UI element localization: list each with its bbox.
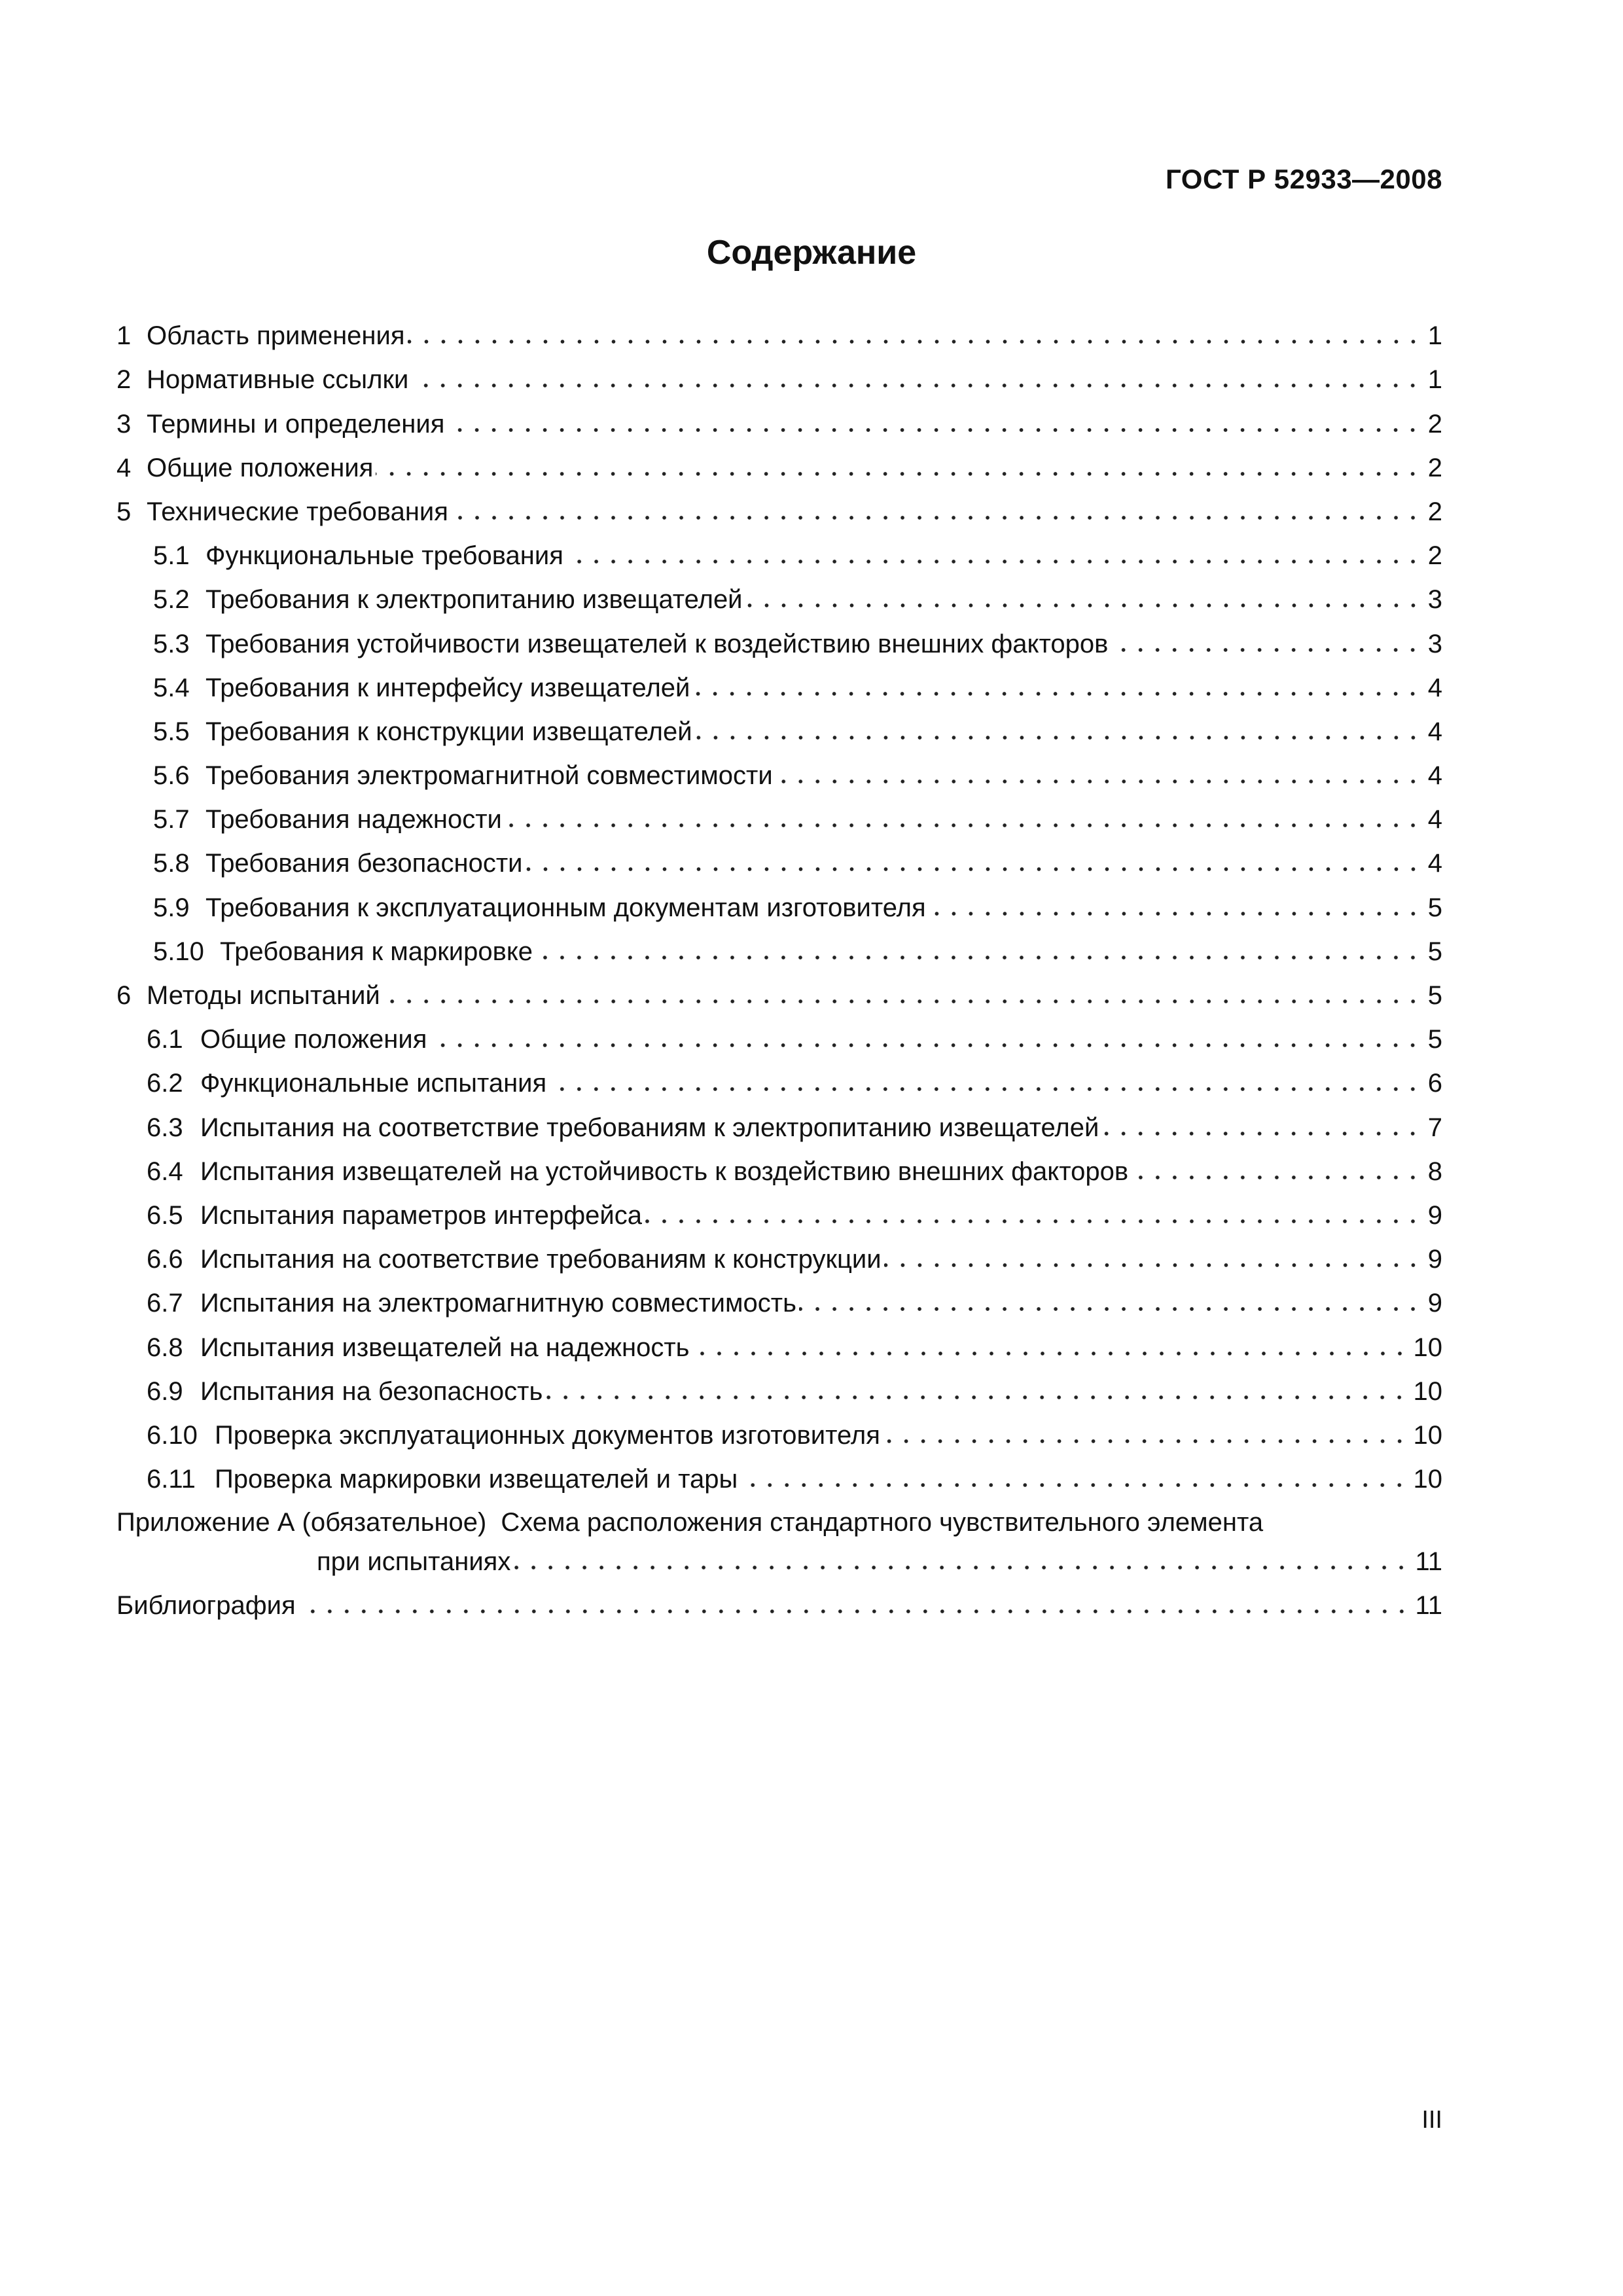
toc-page-number: 1 xyxy=(1427,321,1442,351)
toc-page-number: 10 xyxy=(1413,1465,1442,1494)
toc-leader-dots xyxy=(545,1382,1408,1401)
toc-leader-dots xyxy=(692,1338,1408,1357)
toc-leader-dots xyxy=(376,459,1421,477)
toc-leader-dots xyxy=(1111,635,1421,653)
toc-page-number: 5 xyxy=(1427,893,1442,922)
toc-page-number: 2 xyxy=(1427,453,1442,482)
toc-entry-text: Проверка маркировки извещателей и тары xyxy=(215,1465,738,1494)
toc-entry[interactable] xyxy=(116,1143,1442,1187)
toc-entry[interactable] xyxy=(116,660,1442,704)
toc-leader-dots xyxy=(776,766,1421,785)
toc-entry[interactable] xyxy=(116,1319,1442,1363)
toc-page-number: 6 xyxy=(1427,1069,1442,1098)
toc-entry[interactable] xyxy=(116,440,1442,484)
toc-title: Содержание xyxy=(706,234,917,272)
toc-entry-number: 5.7 xyxy=(153,805,190,834)
toc-entry-text: Проверка эксплуатационных документов изготовителя xyxy=(215,1420,880,1450)
toc-entry-text: Функциональные требования xyxy=(205,541,563,571)
toc-page-number: 2 xyxy=(1427,541,1442,571)
toc-annex-title-continued: при испытаниях xyxy=(317,1547,511,1577)
toc-entry[interactable] xyxy=(116,1407,1442,1451)
toc-entry-text: Методы испытаний xyxy=(147,981,380,1010)
toc-entry-number: 6.2 xyxy=(147,1069,183,1098)
toc-entry-number: 5.2 xyxy=(153,585,190,615)
toc-entry-number: 6 xyxy=(116,981,132,1010)
toc-entry-text: Испытания на соответствие требованиям к конструкции xyxy=(200,1245,882,1274)
page-number: III xyxy=(1421,2106,1442,2134)
toc-entry-text: Испытания на безопасность xyxy=(200,1376,543,1406)
toc-entry-number: 5.10 xyxy=(153,937,204,966)
toc-leader-dots xyxy=(1101,1119,1421,1137)
toc-page-number: 3 xyxy=(1427,629,1442,658)
toc-entry-text: Нормативные ссылки xyxy=(147,365,409,395)
toc-entry[interactable] xyxy=(116,1099,1442,1143)
toc-entry-text: Термины и определения xyxy=(147,409,445,439)
toc-entry[interactable] xyxy=(116,879,1442,923)
toc-entry-text: Испытания на электромагнитную совместимость xyxy=(200,1289,796,1318)
toc-leader-dots xyxy=(429,1030,1421,1049)
toc-entry-text: Испытания извещателей на надежность xyxy=(200,1333,690,1362)
toc-leader-dots xyxy=(549,1074,1421,1092)
toc-leader-dots xyxy=(408,327,1421,345)
toc-page-number: 1 xyxy=(1427,365,1442,395)
toc-annex-label: Приложение А (обязательное) xyxy=(116,1508,487,1537)
toc-entry-number: 1 xyxy=(116,321,132,351)
toc-leader-dots xyxy=(799,1294,1421,1312)
toc-entry-number: 4 xyxy=(116,453,132,482)
toc-entry[interactable] xyxy=(116,615,1442,659)
toc-annex-line2 xyxy=(116,1538,1442,1577)
toc-entry[interactable] xyxy=(116,924,1442,967)
toc-leader-dots xyxy=(929,899,1421,917)
toc-page-number: 11 xyxy=(1415,1547,1442,1577)
toc-leader-dots xyxy=(884,1250,1421,1268)
toc-page-number: 10 xyxy=(1413,1376,1442,1406)
toc-page-number: 3 xyxy=(1427,585,1442,615)
toc-page-number: 4 xyxy=(1427,805,1442,834)
toc-leader-dots xyxy=(505,810,1421,829)
toc-entry[interactable] xyxy=(116,1231,1442,1275)
toc-entry-text: Технические требования xyxy=(147,497,448,526)
toc-page-number: 5 xyxy=(1427,1025,1442,1054)
toc-entry-text: Испытания извещателей на устойчивость к воздействию внешних факторов xyxy=(200,1157,1129,1186)
toc-leader-dots xyxy=(645,1206,1421,1225)
toc-entry[interactable] xyxy=(116,571,1442,615)
toc-entry-text: Требования электромагнитной совместимости xyxy=(205,761,773,791)
toc-leader-dots xyxy=(535,942,1421,961)
toc-entry[interactable] xyxy=(116,351,1442,395)
toc-entry-text: Требования к конструкции извещателей xyxy=(205,717,692,746)
toc-entry-text: Область применения xyxy=(147,321,405,351)
toc-entries xyxy=(116,308,1442,1495)
toc-entry-text: Требования надежности xyxy=(205,805,502,834)
toc-entry-number: 6.5 xyxy=(147,1200,183,1230)
toc-entry[interactable] xyxy=(116,1275,1442,1319)
toc-page-number: 9 xyxy=(1427,1245,1442,1274)
toc-leader-dots xyxy=(1131,1162,1421,1181)
toc-entry[interactable] xyxy=(116,395,1442,439)
toc-entry-text: Общие положения xyxy=(200,1025,427,1054)
toc-page-number: 10 xyxy=(1413,1420,1442,1450)
toc-entry[interactable] xyxy=(116,747,1442,791)
toc-entry-text: Требования к электропитанию извещателей xyxy=(205,585,743,615)
toc-page-number: 10 xyxy=(1413,1333,1442,1362)
toc-entry-number: 5 xyxy=(116,497,132,526)
toc-leader-dots xyxy=(883,1426,1408,1444)
toc-entry-text: Требования к маркировке xyxy=(220,937,533,966)
toc-entry[interactable] xyxy=(116,1363,1442,1407)
toc-entry-number: 5.6 xyxy=(153,761,190,791)
toc-leader-dots xyxy=(411,370,1421,389)
toc-page-number: 11 xyxy=(1415,1591,1442,1621)
toc-entry-number: 5.8 xyxy=(153,849,190,878)
toc-entry[interactable] xyxy=(116,1451,1442,1495)
toc-leader-dots xyxy=(383,986,1421,1005)
toc-annex-line1 xyxy=(116,1499,1442,1538)
toc-entry[interactable] xyxy=(116,308,1442,351)
toc-leader-dots xyxy=(526,854,1421,872)
toc-entry-text: Требования к эксплуатационным документам изготовителя xyxy=(205,893,926,922)
toc-entry[interactable] xyxy=(116,835,1442,879)
toc-entry-text: Испытания параметров интерфейса xyxy=(200,1200,643,1230)
toc-page-number: 4 xyxy=(1427,717,1442,746)
toc-entry[interactable] xyxy=(116,967,1442,1011)
toc-entry-text: Испытания на соответствие требованиям к электропитанию извещателей xyxy=(200,1113,1099,1142)
toc-leader-dots xyxy=(513,1552,1410,1571)
toc-entry-number: 6.9 xyxy=(147,1376,183,1406)
toc-entry-text: Требования к интерфейсу извещателей xyxy=(205,673,690,702)
toc-page-number: 4 xyxy=(1427,849,1442,878)
toc-entry-number: 6.3 xyxy=(147,1113,183,1142)
toc-leader-dots xyxy=(447,415,1421,433)
toc-entry-number: 5.1 xyxy=(153,541,190,571)
toc-entry[interactable] xyxy=(116,1187,1442,1231)
toc-entry-text: Требования безопасности xyxy=(205,849,523,878)
toc-page-number: 2 xyxy=(1427,497,1442,526)
toc-entry-text: Требования устойчивости извещателей к воздействию внешних факторов xyxy=(205,629,1109,658)
toc-bibliography-entry[interactable] xyxy=(116,1577,1442,1621)
toc-page-number: 4 xyxy=(1427,673,1442,702)
toc-leader-dots xyxy=(566,547,1421,565)
toc-entry-number: 5.3 xyxy=(153,629,190,658)
toc-entry-number: 5.5 xyxy=(153,717,190,746)
toc-leader-dots xyxy=(695,723,1421,741)
toc-entry[interactable] xyxy=(116,1011,1442,1055)
toc-entry[interactable] xyxy=(116,528,1442,571)
toc-page-number: 5 xyxy=(1427,937,1442,966)
toc-entry-number: 6.8 xyxy=(147,1333,183,1362)
toc-annex-entry[interactable] xyxy=(116,1499,1442,1577)
toc-entry[interactable] xyxy=(116,791,1442,835)
toc-leader-dots xyxy=(298,1596,1410,1615)
toc-leader-dots xyxy=(692,679,1421,697)
toc-leader-dots xyxy=(451,503,1421,521)
toc-entry-number: 6.1 xyxy=(147,1025,183,1054)
toc-entry-text: Библиография xyxy=(116,1591,296,1621)
toc-entry-number: 6.4 xyxy=(147,1157,183,1186)
toc-entry[interactable] xyxy=(116,704,1442,747)
toc-page-number: 4 xyxy=(1427,761,1442,791)
toc-entry-text: Функциональные испытания xyxy=(200,1069,547,1098)
toc-entry-number: 5.4 xyxy=(153,673,190,702)
table-of-contents xyxy=(116,308,1442,1621)
toc-page-number: 7 xyxy=(1427,1113,1442,1142)
toc-leader-dots xyxy=(745,590,1421,609)
toc-entry[interactable] xyxy=(116,484,1442,528)
toc-page-number: 5 xyxy=(1427,981,1442,1010)
toc-page-number: 9 xyxy=(1427,1200,1442,1230)
toc-entry-number: 6.7 xyxy=(147,1289,183,1318)
toc-entry-number: 3 xyxy=(116,409,132,439)
toc-entry[interactable] xyxy=(116,1055,1442,1099)
toc-page-number: 8 xyxy=(1427,1157,1442,1186)
toc-page-number: 9 xyxy=(1427,1289,1442,1318)
toc-entry-number: 6.11 xyxy=(147,1465,196,1494)
toc-annex-title: Схема расположения стандартного чувствительного элемента xyxy=(501,1508,1264,1537)
toc-page-number: 2 xyxy=(1427,409,1442,439)
toc-leader-dots xyxy=(740,1470,1408,1488)
toc-entry-text: Общие положения xyxy=(147,453,374,482)
toc-entry-number: 6.6 xyxy=(147,1245,183,1274)
toc-entry-number: 6.10 xyxy=(147,1420,198,1450)
toc-entry-number: 2 xyxy=(116,365,132,395)
toc-entry-number: 5.9 xyxy=(153,893,190,922)
document-code: ГОСТ Р 52933—2008 xyxy=(1166,164,1442,194)
